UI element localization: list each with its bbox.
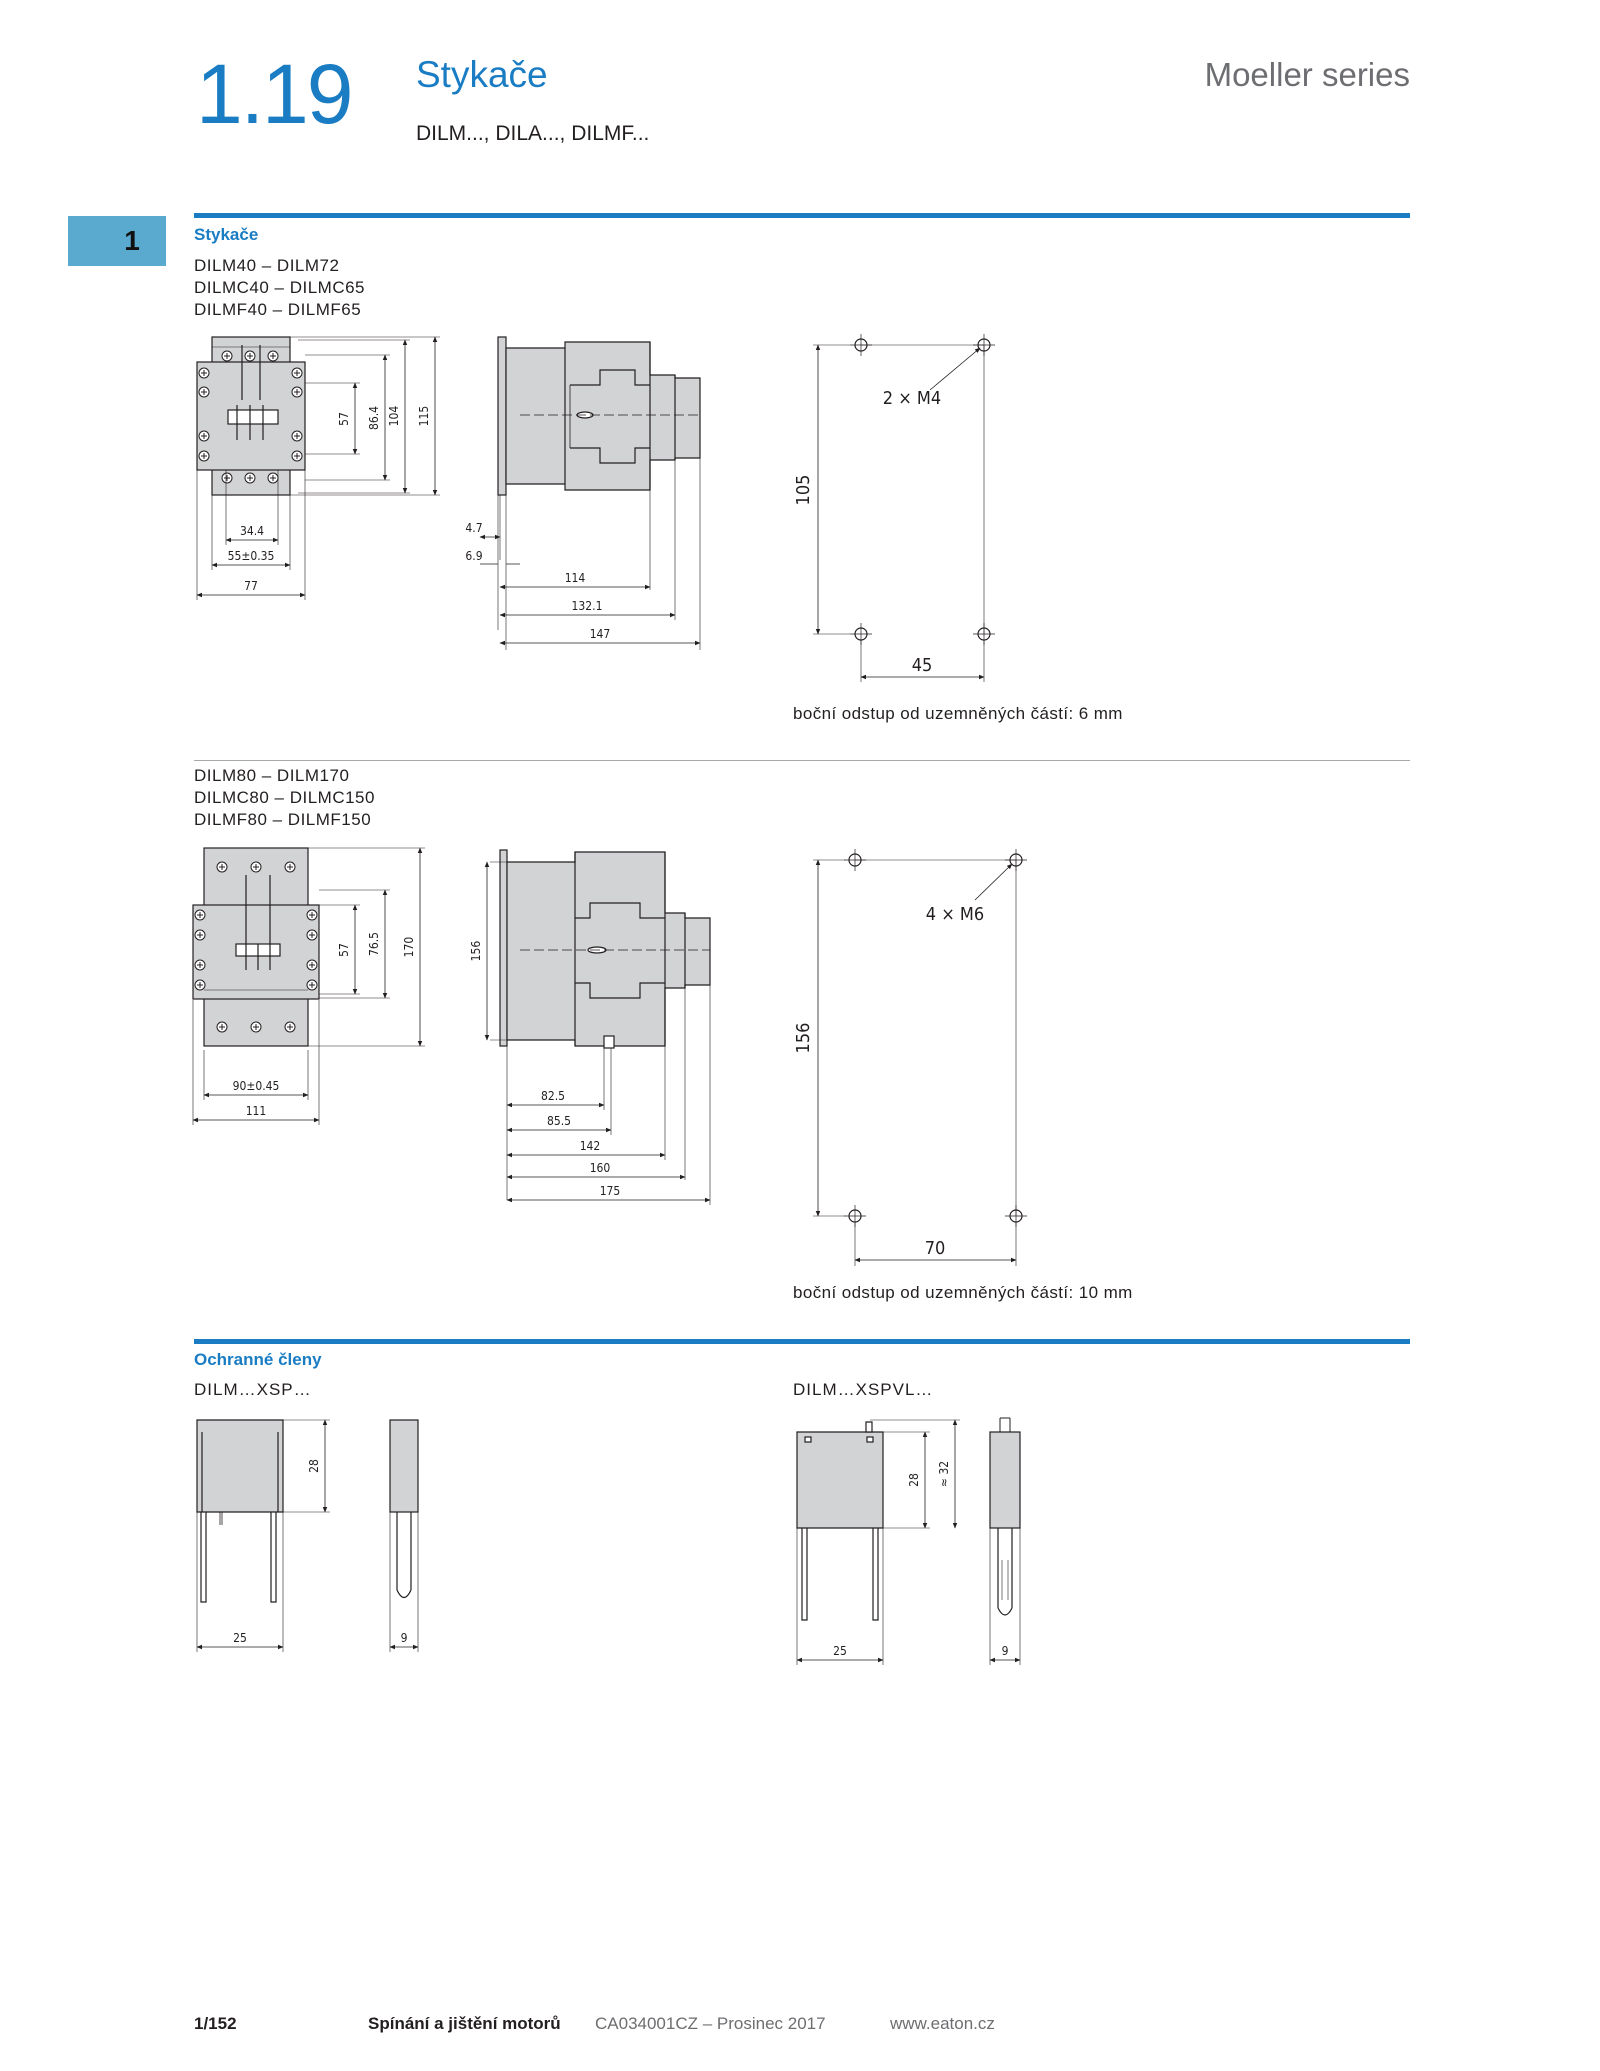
website: www.eaton.cz — [890, 2014, 995, 2033]
dimension-label: 156 — [469, 940, 483, 962]
dimension-label: ≈ 32 — [937, 1460, 951, 1488]
clearance-note: boční odstup od uzemněných částí: 10 mm — [793, 1283, 1133, 1302]
dimension-label: 114 — [564, 571, 586, 585]
dimension-label: 55±0.35 — [227, 549, 275, 563]
model-name: DILMC40 – DILMC65 — [194, 278, 366, 297]
dimension-label: 4.7 — [465, 521, 483, 535]
dimension-label: 70 — [924, 1238, 946, 1259]
hole-spec: 4 × M6 — [925, 904, 985, 925]
section-title: Ochranné členy — [194, 1350, 322, 1369]
model-name: DILMF40 – DILMF65 — [194, 300, 362, 319]
model-name: DILM80 – DILM170 — [194, 766, 350, 785]
model-name: DILMC80 – DILMC150 — [194, 788, 375, 807]
side-tab-number: 1 — [124, 225, 140, 256]
dimension-label: 105 — [793, 474, 814, 506]
model-name: DILM40 – DILM72 — [194, 256, 340, 275]
dimension-label: 57 — [337, 412, 351, 426]
front-view-2 — [193, 848, 425, 1125]
dimension-label: 86.4 — [367, 405, 381, 431]
dimension-label: 45 — [911, 655, 933, 676]
dimension-label: 9 — [400, 1631, 408, 1645]
page-title: Stykače — [416, 54, 548, 95]
dimension-label: 160 — [589, 1161, 611, 1175]
dimension-label: 147 — [589, 627, 611, 641]
dimension-label: 115 — [417, 405, 431, 427]
dimension-label: 25 — [833, 1644, 847, 1658]
item-label: DILM…XSPVL… — [793, 1380, 934, 1399]
dimension-label: 156 — [793, 1022, 814, 1054]
mount-view-1 — [813, 334, 995, 682]
page-subtitle: DILM..., DILA..., DILMF... — [416, 122, 650, 145]
xsp-front — [197, 1420, 330, 1652]
dimension-label: 170 — [402, 936, 416, 958]
series-label: Moeller series — [1204, 56, 1410, 93]
mount-view-2 — [813, 849, 1027, 1266]
dimension-label: 25 — [233, 1631, 247, 1645]
xspvl-front — [797, 1420, 960, 1665]
dimension-label: 6.9 — [465, 549, 483, 563]
dimension-label: 90±0.45 — [232, 1079, 280, 1093]
dimension-label: 28 — [307, 1459, 321, 1473]
dimension-label: 82.5 — [540, 1089, 566, 1103]
item-label: DILM…XSP… — [194, 1380, 312, 1399]
dimension-label: 77 — [244, 579, 258, 593]
dimension-label: 85.5 — [546, 1114, 572, 1128]
xspvl-side — [990, 1418, 1020, 1665]
dimension-label: 132.1 — [571, 599, 603, 613]
hole-spec: 2 × M4 — [882, 388, 942, 409]
clearance-note: boční odstup od uzemněných částí: 6 mm — [793, 704, 1123, 723]
section-title: Stykače — [194, 225, 259, 244]
model-name: DILMF80 – DILMF150 — [194, 810, 372, 829]
dimension-label: 76.5 — [367, 931, 381, 957]
xsp-side — [390, 1420, 418, 1652]
page-number: 1/152 — [194, 2014, 237, 2033]
dimension-label: 175 — [599, 1184, 621, 1198]
dimension-label: 57 — [337, 943, 351, 957]
dimension-label: 28 — [907, 1473, 921, 1487]
catalog-number: CA034001CZ – Prosinec 2017 — [595, 2014, 826, 2033]
dimension-label: 111 — [245, 1104, 267, 1118]
dimension-label: 104 — [387, 405, 401, 427]
dimension-label: 142 — [579, 1139, 601, 1153]
chapter-number: 1.19 — [196, 47, 352, 141]
dimension-label: 34.4 — [239, 524, 265, 538]
book-title: Spínání a jištění motorů — [368, 2014, 561, 2033]
dimension-label: 9 — [1001, 1644, 1009, 1658]
